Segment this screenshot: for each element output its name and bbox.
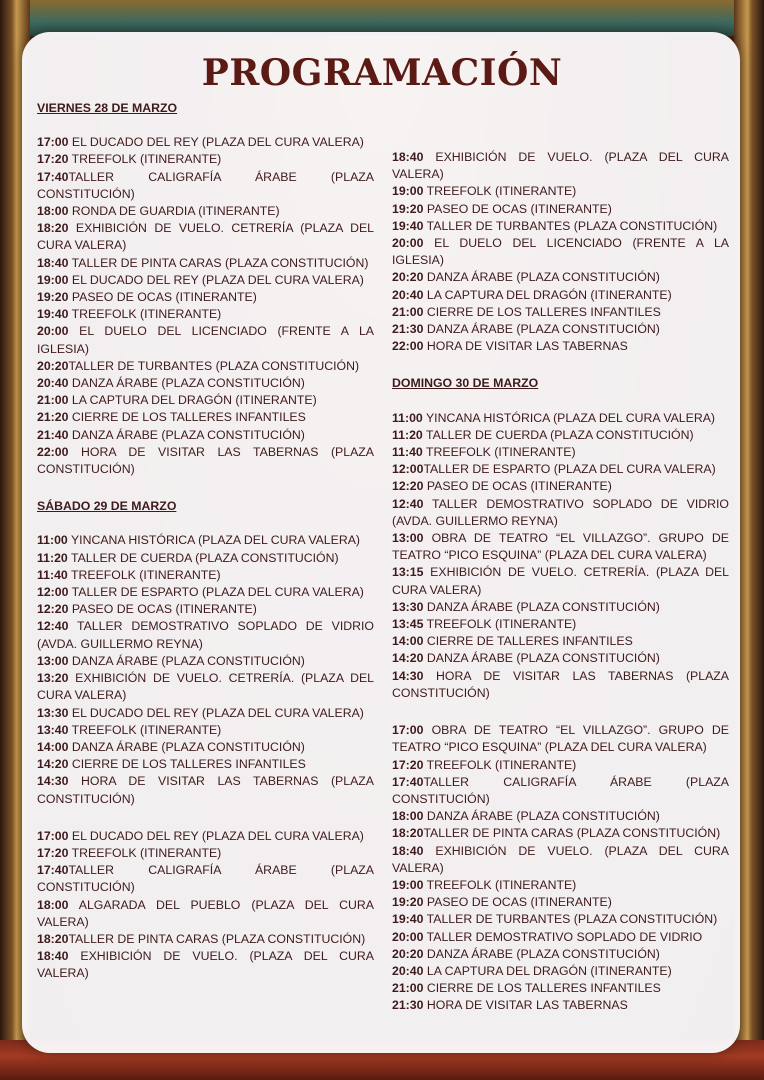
entry-time: 12:00 — [37, 585, 69, 600]
entry-activity: HORA DE VISITAR LAS TABERNAS (PLAZA CONSTITUCIÓN) — [37, 774, 374, 806]
entry-time: 17:40 — [37, 863, 69, 878]
entry-activity: TALLER DEMOSTRATIVO SOPLADO DE VIDRIO (AVDA. GUILLERMO REYNA) — [37, 619, 374, 651]
entry-activity: EL DUCADO DEL REY (PLAZA DEL CURA VALERA) — [68, 272, 364, 287]
entry-time: 14:00 — [392, 634, 424, 649]
entry-activity: CIERRE DE TALLERES INFANTILES — [423, 634, 633, 649]
entry-activity: EXHIBICIÓN DE VUELO. (PLAZA DEL CURA VALERA) — [392, 150, 729, 182]
entry-activity: TREEFOLK (ITINERANTE) — [422, 445, 576, 460]
entry-activity: ALGARADA DEL PUEBLO (PLAZA DEL CURA VALERA) — [37, 897, 374, 929]
entry-activity: TALLER DE CUERDA (PLAZA CONSTITUCIÓN) — [67, 550, 339, 565]
page-title: PROGRAMACIÓN — [201, 52, 563, 94]
entry-time: 17:00 — [37, 828, 69, 843]
entry-time: 13:30 — [37, 705, 69, 720]
schedule-entry — [392, 444, 729, 461]
schedule-entry — [37, 845, 374, 862]
right-column — [392, 149, 729, 1015]
schedule-entry — [37, 705, 374, 722]
schedule-entry — [37, 739, 374, 756]
entry-time: 19:00 — [392, 877, 424, 892]
schedule-entry — [37, 409, 374, 426]
schedule-list-viernes — [37, 134, 374, 478]
schedule-entry — [37, 756, 374, 773]
entry-time: 19:40 — [392, 218, 424, 233]
entry-activity: EL DUCADO DEL REY (PLAZA DEL CURA VALERA) — [68, 705, 364, 720]
entry-activity: PASEO DE OCAS (ITINERANTE) — [423, 479, 612, 494]
schedule-entry — [392, 287, 729, 304]
entry-time: 19:40 — [392, 912, 424, 927]
entry-activity: CIERRE DE LOS TALLERES INFANTILES — [68, 410, 306, 425]
day-heading-domingo: DOMINGO 30 DE MARZO — [392, 376, 539, 391]
entry-activity: TALLER DE ESPARTO (PLAZA DEL CURA VALERA) — [68, 585, 364, 600]
schedule-entry — [392, 946, 729, 963]
entry-time: 11:00 — [37, 533, 68, 548]
day-heading-sabado: SÁBADO 29 DE MARZO — [37, 499, 177, 514]
entry-time: 11:40 — [37, 567, 68, 582]
entry-time: 17:20 — [37, 845, 69, 860]
schedule-list-sabado-continued — [392, 149, 729, 355]
entry-activity: TREEFOLK (ITINERANTE) — [423, 617, 577, 632]
schedule-entry — [37, 134, 374, 151]
entry-activity: DANZA ÁRABE (PLAZA CONSTITUCIÓN) — [423, 270, 660, 285]
schedule-entry — [37, 392, 374, 409]
schedule-entry — [37, 427, 374, 444]
schedule-entry — [37, 151, 374, 168]
schedule-entry — [392, 843, 729, 877]
schedule-entry — [392, 338, 729, 355]
entry-activity: PASEO DE OCAS (ITINERANTE) — [68, 290, 257, 305]
left-column — [37, 100, 374, 983]
entry-time: 17:20 — [37, 152, 69, 167]
entry-time: 12:40 — [37, 619, 69, 634]
entry-activity: CIERRE DE LOS TALLERES INFANTILES — [423, 304, 661, 319]
schedule-entry — [392, 410, 729, 427]
schedule-entry — [37, 670, 374, 704]
schedule-entry — [37, 358, 374, 375]
schedule-entry — [37, 897, 374, 931]
entry-activity: PASEO DE OCAS (ITINERANTE) — [423, 201, 612, 216]
schedule-entry — [392, 235, 729, 269]
entry-activity: DANZA ÁRABE (PLAZA CONSTITUCIÓN) — [68, 376, 305, 391]
entry-time: 14:00 — [37, 739, 69, 754]
entry-activity: TALLER DEMOSTRATIVO SOPLADO DE VIDRIO (AVDA. GUILLERMO REYNA) — [392, 496, 729, 528]
entry-time: 18:00 — [37, 897, 69, 912]
entry-activity: RONDA DE GUARDIA (ITINERANTE) — [68, 204, 280, 219]
entry-time: 12:40 — [392, 496, 424, 511]
schedule-entry — [392, 997, 729, 1014]
entry-time: 12:20 — [392, 479, 424, 494]
entry-time: 11:20 — [37, 550, 68, 565]
schedule-entry — [392, 911, 729, 928]
entry-time: 17:40 — [37, 169, 69, 184]
entry-time: 13:00 — [37, 653, 69, 668]
entry-time: 17:40 — [392, 774, 424, 789]
entry-time: 14:30 — [37, 774, 69, 789]
schedule-entry — [37, 567, 374, 584]
entry-activity: EXHIBICIÓN DE VUELO. (PLAZA DEL CURA VALERA) — [392, 843, 729, 875]
entry-time: 18:20 — [392, 826, 424, 841]
entry-activity: CIERRE DE LOS TALLERES INFANTILES — [68, 757, 306, 772]
schedule-entry — [392, 633, 729, 650]
entry-activity: YINCANA HISTÓRICA (PLAZA DEL CURA VALERA) — [422, 410, 716, 425]
entry-time: 14:20 — [37, 757, 69, 772]
entry-activity: TALLER DE ESPARTO (PLAZA DEL CURA VALERA) — [423, 462, 716, 477]
entry-time: 11:00 — [392, 410, 423, 425]
entry-time: 20:20 — [392, 946, 424, 961]
schedule-entry — [392, 304, 729, 321]
entry-time: 21:30 — [392, 322, 424, 337]
entry-activity: TALLER DE TURBANTES (PLAZA CONSTITUCIÓN) — [423, 218, 718, 233]
schedule-entry — [37, 828, 374, 845]
entry-activity: LA CAPTURA DEL DRAGÓN (ITINERANTE) — [68, 393, 317, 408]
entry-time: 13:30 — [392, 599, 424, 614]
entry-time: 20:20 — [37, 358, 69, 373]
schedule-entry — [37, 289, 374, 306]
entry-time: 18:00 — [392, 809, 424, 824]
schedule-entry — [392, 668, 729, 702]
entry-time: 18:00 — [37, 204, 69, 219]
entry-activity: EXHIBICIÓN DE VUELO. CETRERÍA (PLAZA DEL CURA VALERA) — [37, 221, 374, 253]
entry-activity: TREEFOLK (ITINERANTE) — [68, 722, 222, 737]
schedule-entry — [392, 530, 729, 564]
schedule-entry — [392, 825, 729, 842]
schedule-entry — [392, 774, 729, 808]
schedule-entry — [37, 255, 374, 272]
schedule-entry — [37, 862, 374, 896]
entry-time: 19:00 — [392, 184, 424, 199]
entry-activity: EL DUELO DEL LICENCIADO (FRENTE A LA IGLESIA) — [37, 324, 374, 356]
schedule-list-domingo-afternoon — [392, 722, 729, 1014]
entry-time: 19:20 — [392, 895, 424, 910]
schedule-entry — [392, 496, 729, 530]
schedule-entry — [37, 444, 374, 478]
entry-time: 19:20 — [37, 290, 69, 305]
entry-activity: CIERRE DE LOS TALLERES INFANTILES — [423, 981, 661, 996]
entry-time: 11:20 — [392, 427, 423, 442]
schedule-entry — [392, 757, 729, 774]
entry-activity: PASEO DE OCAS (ITINERANTE) — [423, 895, 612, 910]
entry-activity: HORA DE VISITAR LAS TABERNAS (PLAZA CONSTITUCIÓN) — [392, 668, 729, 700]
entry-activity: EXHIBICIÓN DE VUELO. CETRERÍA. (PLAZA DEL CURA VALERA) — [37, 671, 374, 703]
schedule-entry — [392, 183, 729, 200]
entry-time: 18:40 — [37, 949, 69, 964]
entry-time: 12:20 — [37, 602, 69, 617]
entry-activity: TREEFOLK (ITINERANTE) — [423, 757, 577, 772]
entry-activity: PASEO DE OCAS (ITINERANTE) — [68, 602, 257, 617]
entry-activity: EXHIBICIÓN DE VUELO. (PLAZA DEL CURA VALERA) — [37, 949, 374, 981]
entry-activity: EXHIBICIÓN DE VUELO. CETRERÍA. (PLAZA DEL CURA VALERA) — [392, 565, 729, 597]
schedule-entry — [392, 201, 729, 218]
entry-activity: TALLER CALIGRAFÍA ÁRABE (PLAZA CONSTITUCIÓN) — [392, 774, 729, 806]
schedule-entry — [37, 532, 374, 549]
entry-time: 20:40 — [392, 963, 424, 978]
entry-time: 11:40 — [392, 445, 423, 460]
entry-time: 17:00 — [392, 723, 424, 738]
entry-time: 21:20 — [37, 410, 69, 425]
schedule-entry — [37, 653, 374, 670]
entry-activity: HORA DE VISITAR LAS TABERNAS — [423, 998, 628, 1013]
schedule-entry — [37, 169, 374, 203]
entry-activity: HORA DE VISITAR LAS TABERNAS — [423, 339, 628, 354]
entry-time: 19:00 — [37, 272, 69, 287]
entry-time: 18:40 — [37, 255, 69, 270]
entry-activity: EL DUELO DEL LICENCIADO (FRENTE A LA IGLESIA) — [392, 236, 729, 268]
entry-time: 20:40 — [37, 376, 69, 391]
entry-time: 12:00 — [392, 462, 424, 477]
entry-activity: TALLER DE PINTA CARAS (PLAZA CONSTITUCIÓN) — [423, 826, 721, 841]
entry-time: 20:00 — [392, 236, 424, 251]
schedule-entry — [392, 461, 729, 478]
entry-activity: OBRA DE TEATRO “EL VILLAZGO”. GRUPO DE TEATRO “PICO ESQUINA” (PLAZA DEL CURA VALERA) — [392, 723, 729, 755]
schedule-entry — [37, 584, 374, 601]
entry-time: 13:40 — [37, 722, 69, 737]
schedule-entry — [37, 948, 374, 982]
entry-time: 17:00 — [37, 135, 69, 150]
schedule-entry — [392, 321, 729, 338]
entry-time: 20:40 — [392, 287, 424, 302]
schedule-entry — [37, 931, 374, 948]
schedule-entry — [37, 203, 374, 220]
entry-activity: DANZA ÁRABE (PLAZA CONSTITUCIÓN) — [423, 322, 660, 337]
schedule-entry — [37, 306, 374, 323]
entry-time: 20:00 — [392, 929, 424, 944]
schedule-entry — [392, 722, 729, 756]
entry-activity: EL DUCADO DEL REY (PLAZA DEL CURA VALERA) — [68, 135, 364, 150]
entry-activity: TREEFOLK (ITINERANTE) — [68, 152, 222, 167]
schedule-list-sabado-afternoon — [37, 828, 374, 983]
entry-time: 22:00 — [392, 339, 424, 354]
schedule-entry — [37, 618, 374, 652]
entry-activity: DANZA ÁRABE (PLAZA CONSTITUCIÓN) — [68, 427, 305, 442]
entry-time: 20:00 — [37, 324, 69, 339]
day-heading-viernes: VIERNES 28 DE MARZO — [37, 101, 178, 115]
entry-activity: TREEFOLK (ITINERANTE) — [68, 845, 222, 860]
schedule-entry — [392, 149, 729, 183]
entry-time: 17:20 — [392, 757, 424, 772]
entry-activity: TALLER DE PINTA CARAS (PLAZA CONSTITUCIÓN) — [68, 931, 366, 946]
schedule-entry — [392, 808, 729, 825]
background-top-frieze — [0, 0, 764, 36]
schedule-entry — [392, 616, 729, 633]
entry-time: 13:00 — [392, 531, 424, 546]
entry-time: 18:20 — [37, 931, 69, 946]
entry-activity: TALLER DEMOSTRATIVO SOPLADO DE VIDRIO — [423, 929, 703, 944]
schedule-entry — [392, 929, 729, 946]
entry-activity: TALLER DE TURBANTES (PLAZA CONSTITUCIÓN) — [423, 912, 718, 927]
entry-time: 21:30 — [392, 998, 424, 1013]
entry-activity: DANZA ÁRABE (PLAZA CONSTITUCIÓN) — [423, 651, 660, 666]
schedule-entry — [392, 427, 729, 444]
schedule-entry — [37, 323, 374, 357]
entry-time: 18:40 — [392, 843, 424, 858]
schedule-entry — [37, 220, 374, 254]
schedule-entry — [37, 550, 374, 567]
schedule-entry — [37, 722, 374, 739]
schedule-entry — [37, 272, 374, 289]
entry-activity: TREEFOLK (ITINERANTE) — [423, 184, 577, 199]
entry-activity: TREEFOLK (ITINERANTE) — [67, 567, 221, 582]
entry-time: 20:20 — [392, 270, 424, 285]
entry-activity: OBRA DE TEATRO “EL VILLAZGO”. GRUPO DE TEATRO “PICO ESQUINA” (PLAZA DEL CURA VALERA) — [392, 531, 729, 563]
schedule-entry — [392, 894, 729, 911]
entry-activity: HORA DE VISITAR LAS TABERNAS (PLAZA CONSTITUCIÓN) — [37, 444, 374, 477]
entry-time: 18:40 — [392, 150, 424, 164]
entry-time: 13:15 — [392, 565, 424, 580]
entry-activity: DANZA ÁRABE (PLAZA CONSTITUCIÓN) — [423, 946, 660, 961]
schedule-entry — [37, 601, 374, 618]
entry-activity: TALLER DE PINTA CARAS (PLAZA CONSTITUCIÓN) — [68, 255, 369, 270]
schedule-entry — [37, 773, 374, 807]
entry-activity: TALLER CALIGRAFÍA ÁRABE (PLAZA CONSTITUCIÓN) — [37, 169, 374, 201]
entry-time: 19:40 — [37, 307, 69, 322]
entry-activity: TALLER DE CUERDA (PLAZA CONSTITUCIÓN) — [422, 427, 694, 442]
schedule-entry — [392, 564, 729, 598]
entry-activity: TALLER DE TURBANTES (PLAZA CONSTITUCIÓN) — [68, 358, 360, 373]
schedule-list-domingo-morning — [392, 410, 729, 702]
schedule-entry — [392, 650, 729, 667]
schedule-entry — [392, 218, 729, 235]
entry-time: 14:20 — [392, 651, 424, 666]
entry-activity: TREEFOLK (ITINERANTE) — [68, 307, 222, 322]
entry-time: 19:20 — [392, 201, 424, 216]
entry-activity: LA CAPTURA DEL DRAGÓN (ITINERANTE) — [423, 287, 672, 302]
entry-activity: TALLER CALIGRAFÍA ÁRABE (PLAZA CONSTITUCIÓN) — [37, 863, 374, 895]
schedule-entry — [37, 375, 374, 392]
entry-time: 21:00 — [392, 304, 424, 319]
schedule-list-sabado-morning — [37, 532, 374, 807]
entry-time: 13:20 — [37, 671, 69, 686]
schedule-entry — [392, 980, 729, 997]
entry-time: 22:00 — [37, 444, 69, 459]
entry-time: 18:20 — [37, 221, 69, 236]
schedule-entry — [392, 599, 729, 616]
entry-activity: DANZA ÁRABE (PLAZA CONSTITUCIÓN) — [423, 809, 660, 824]
schedule-entry — [392, 963, 729, 980]
schedule-entry — [392, 877, 729, 894]
entry-activity: YINCANA HISTÓRICA (PLAZA DEL CURA VALERA) — [67, 533, 361, 548]
schedule-entry — [392, 269, 729, 286]
entry-time: 13:45 — [392, 617, 424, 632]
entry-activity: TREEFOLK (ITINERANTE) — [423, 877, 577, 892]
entry-activity: DANZA ÁRABE (PLAZA CONSTITUCIÓN) — [68, 739, 305, 754]
entry-time: 21:00 — [37, 393, 69, 408]
entry-activity: EL DUCADO DEL REY (PLAZA DEL CURA VALERA) — [68, 828, 364, 843]
entry-time: 21:40 — [37, 427, 69, 442]
entry-activity: LA CAPTURA DEL DRAGÓN (ITINERANTE) — [423, 963, 672, 978]
entry-time: 21:00 — [392, 981, 424, 996]
entry-activity: DANZA ÁRABE (PLAZA CONSTITUCIÓN) — [68, 653, 305, 668]
schedule-entry — [392, 478, 729, 495]
entry-time: 14:30 — [392, 668, 424, 683]
entry-activity: DANZA ÁRABE (PLAZA CONSTITUCIÓN) — [423, 599, 660, 614]
